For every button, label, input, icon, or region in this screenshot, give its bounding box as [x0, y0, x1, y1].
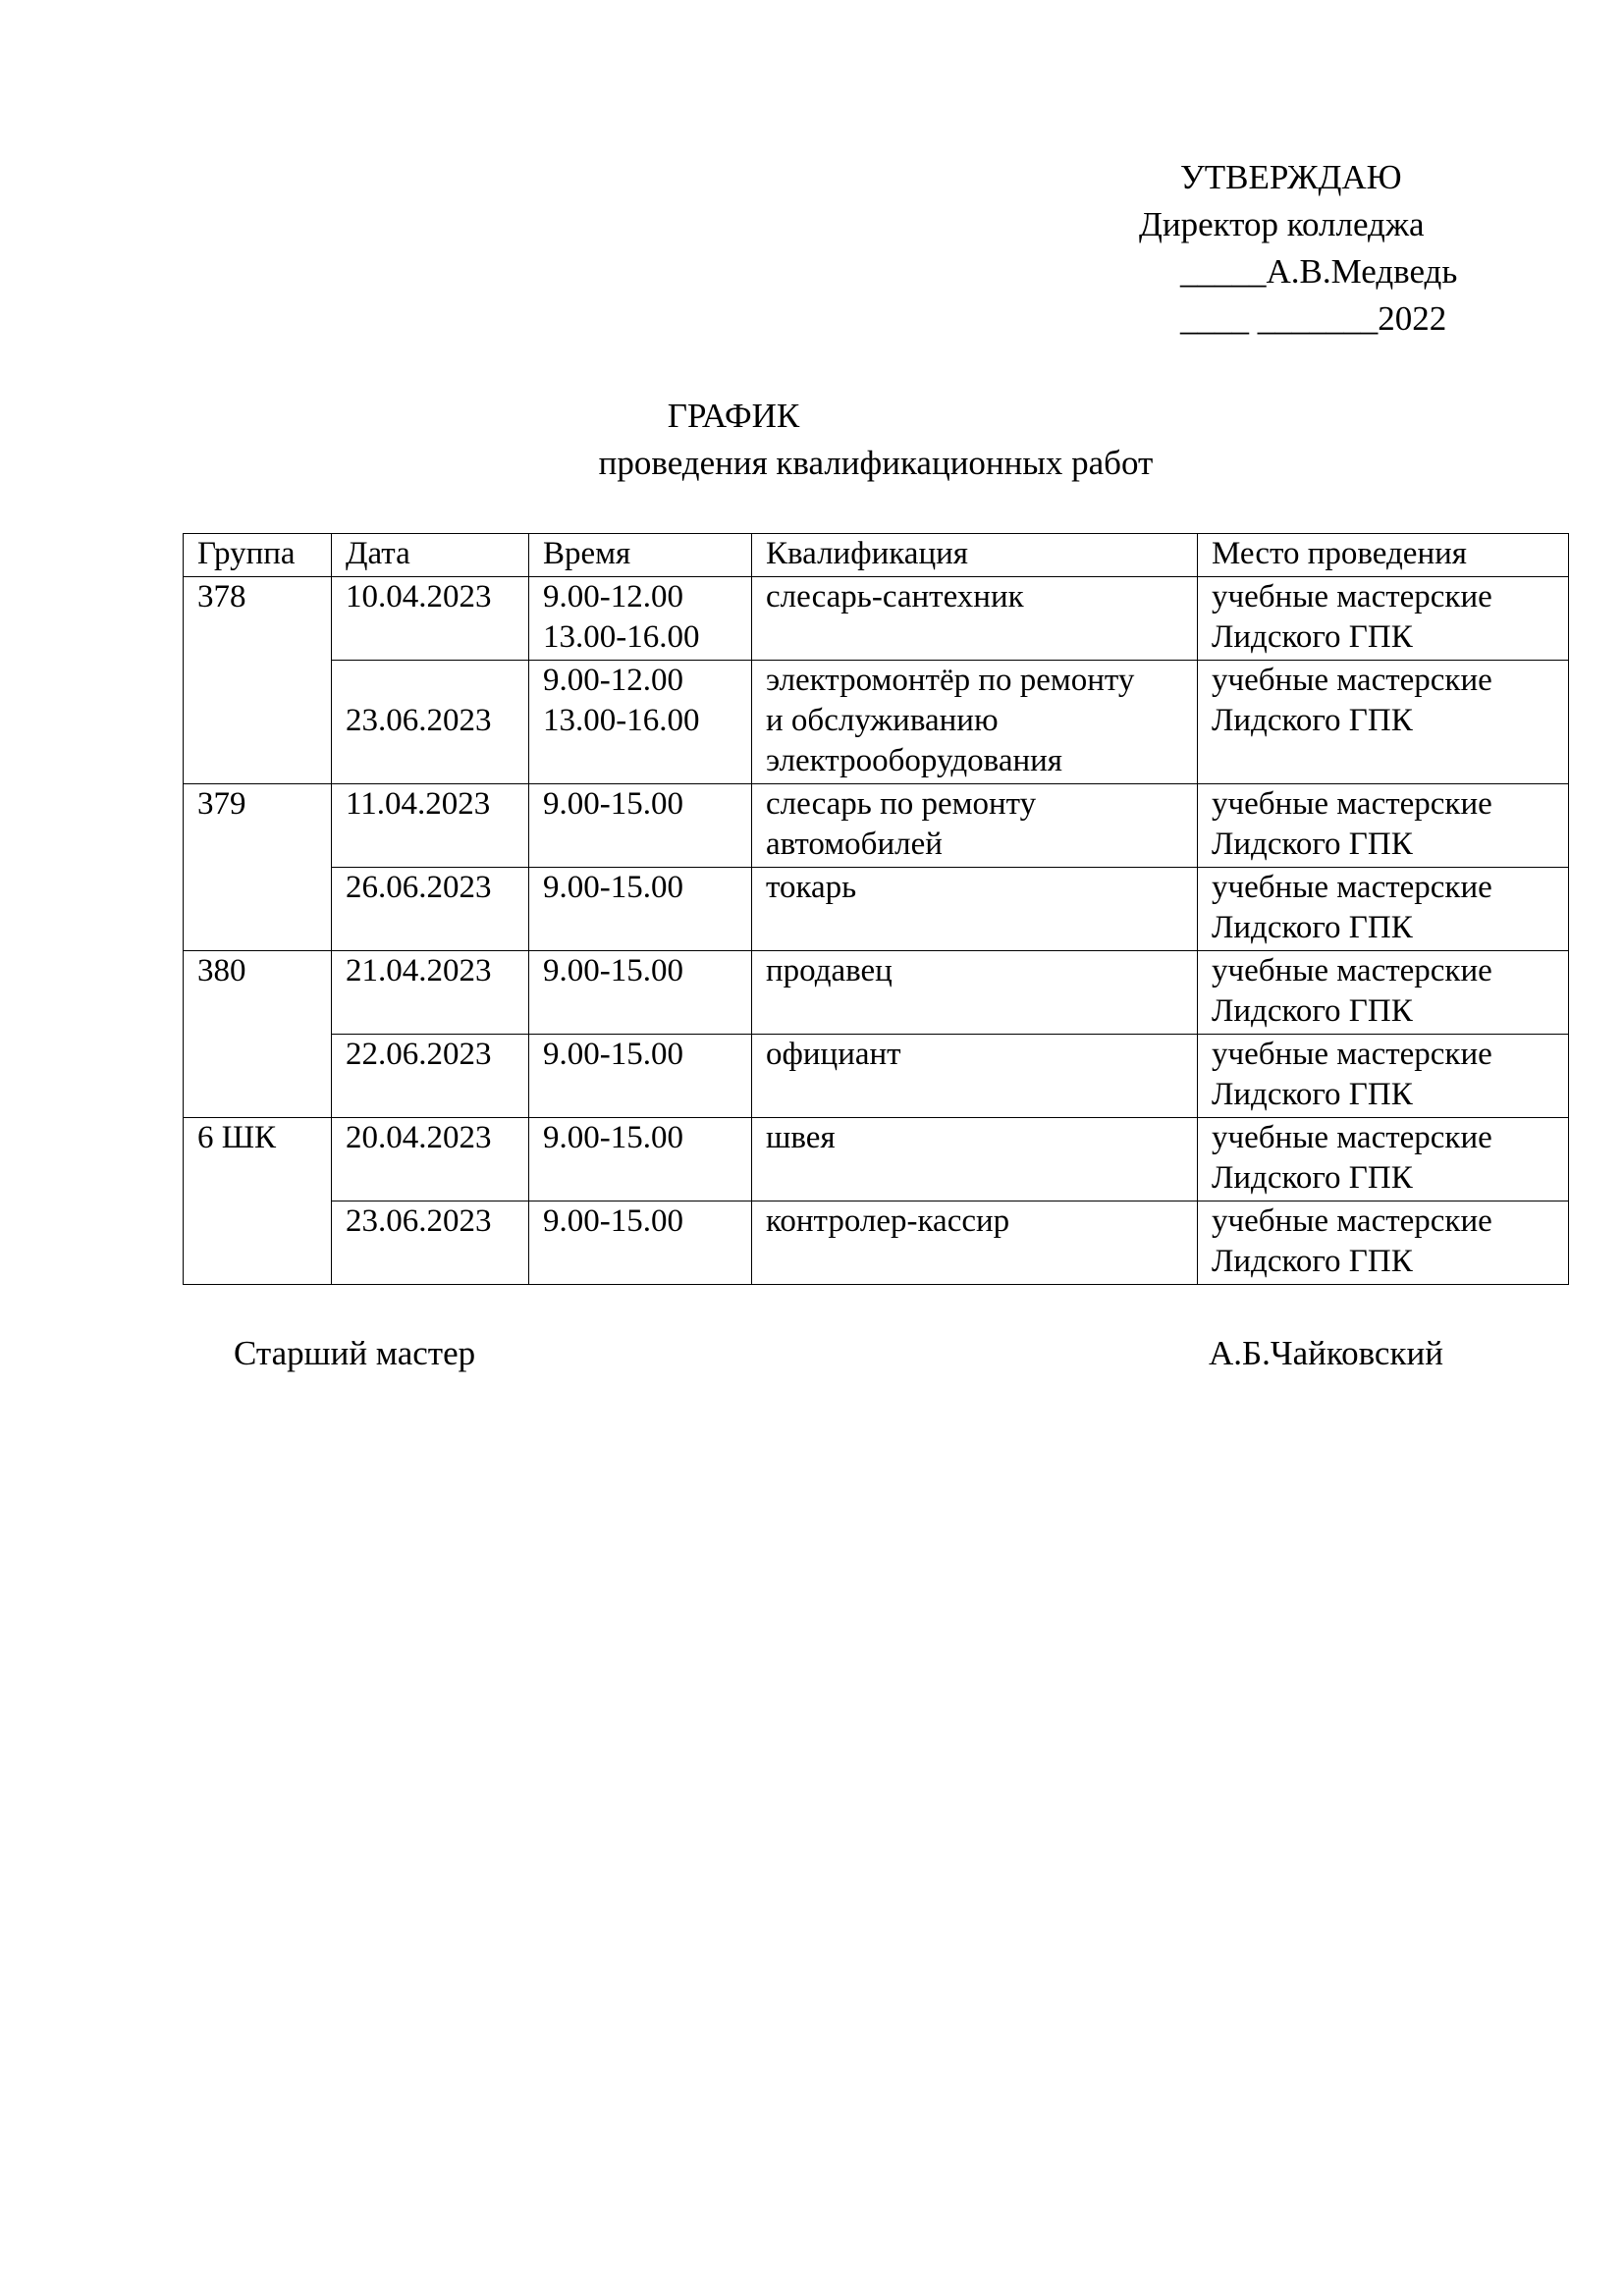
- cell-date: 22.06.2023: [332, 1035, 529, 1118]
- cell-group: 6 ШК: [184, 1118, 332, 1285]
- header-group: Группа: [184, 534, 332, 577]
- cell-place: учебные мастерские Лидского ГПК: [1198, 1118, 1569, 1201]
- document-heading: [0, 393, 1624, 487]
- cell-qualification: слесарь-сантехник: [752, 577, 1198, 661]
- table-header-row: [184, 534, 1569, 577]
- cell-time: 9.00-15.00: [529, 1035, 752, 1118]
- cell-time: 9.00-15.00: [529, 868, 752, 951]
- approval-date-line: ____ _______2022: [1180, 299, 1447, 338]
- cell-time: 9.00-15.00: [529, 1201, 752, 1285]
- cell-place: учебные мастерские Лидского ГПК: [1198, 577, 1569, 661]
- table-row: [184, 1201, 1569, 1285]
- cell-date: 20.04.2023: [332, 1118, 529, 1201]
- header-place: Место проведения: [1198, 534, 1569, 577]
- cell-place: учебные мастерские Лидского ГПК: [1198, 1035, 1569, 1118]
- document-title: ГРАФИК: [667, 397, 800, 435]
- cell-place: учебные мастерские Лидского ГПК: [1198, 868, 1569, 951]
- cell-date: 23.06.2023: [332, 661, 529, 784]
- cell-qualification: швея: [752, 1118, 1198, 1201]
- cell-place: учебные мастерские Лидского ГПК: [1198, 661, 1569, 784]
- cell-time: 9.00-15.00: [529, 951, 752, 1035]
- cell-date: 11.04.2023: [332, 784, 529, 868]
- header-date: Дата: [332, 534, 529, 577]
- schedule-table: [183, 533, 1569, 1285]
- footer-name: А.Б.Чайковский: [1209, 1334, 1443, 1372]
- footer-role: Старший мастер: [234, 1334, 476, 1372]
- cell-time: 9.00-12.00 13.00-16.00: [529, 661, 752, 784]
- approval-signature-line: _____А.В.Медведь: [1180, 252, 1458, 291]
- table-row: [184, 661, 1569, 784]
- table-row: [184, 868, 1569, 951]
- cell-qualification: токарь: [752, 868, 1198, 951]
- cell-date: 23.06.2023: [332, 1201, 529, 1285]
- cell-date: 10.04.2023: [332, 577, 529, 661]
- cell-group: 380: [184, 951, 332, 1118]
- cell-date: 21.04.2023: [332, 951, 529, 1035]
- table-row: [184, 1118, 1569, 1201]
- table-row: [184, 577, 1569, 661]
- cell-date: 26.06.2023: [332, 868, 529, 951]
- cell-qualification: официант: [752, 1035, 1198, 1118]
- cell-time: 9.00-15.00: [529, 1118, 752, 1201]
- approval-title: УТВЕРЖДАЮ: [1180, 158, 1402, 196]
- cell-place: учебные мастерские Лидского ГПК: [1198, 951, 1569, 1035]
- cell-group: 378: [184, 577, 332, 784]
- table-row: [184, 951, 1569, 1035]
- table-row: [184, 784, 1569, 868]
- cell-qualification: слесарь по ремонту автомобилей: [752, 784, 1198, 868]
- cell-place: учебные мастерские Лидского ГПК: [1198, 1201, 1569, 1285]
- cell-time: 9.00-12.00 13.00-16.00: [529, 577, 752, 661]
- table-row: [184, 1035, 1569, 1118]
- cell-qualification: продавец: [752, 951, 1198, 1035]
- cell-qualification: электромонтёр по ремонту и обслуживанию электрооборудования: [752, 661, 1198, 784]
- approval-block: [1139, 154, 1571, 343]
- header-qualification: Квалификация: [752, 534, 1198, 577]
- header-time: Время: [529, 534, 752, 577]
- approval-position: Директор колледжа: [1139, 205, 1425, 243]
- cell-qualification: контролер-кассир: [752, 1201, 1198, 1285]
- document-subtitle: проведения квалификационных работ: [598, 444, 1154, 482]
- cell-group: 379: [184, 784, 332, 951]
- cell-time: 9.00-15.00: [529, 784, 752, 868]
- cell-place: учебные мастерские Лидского ГПК: [1198, 784, 1569, 868]
